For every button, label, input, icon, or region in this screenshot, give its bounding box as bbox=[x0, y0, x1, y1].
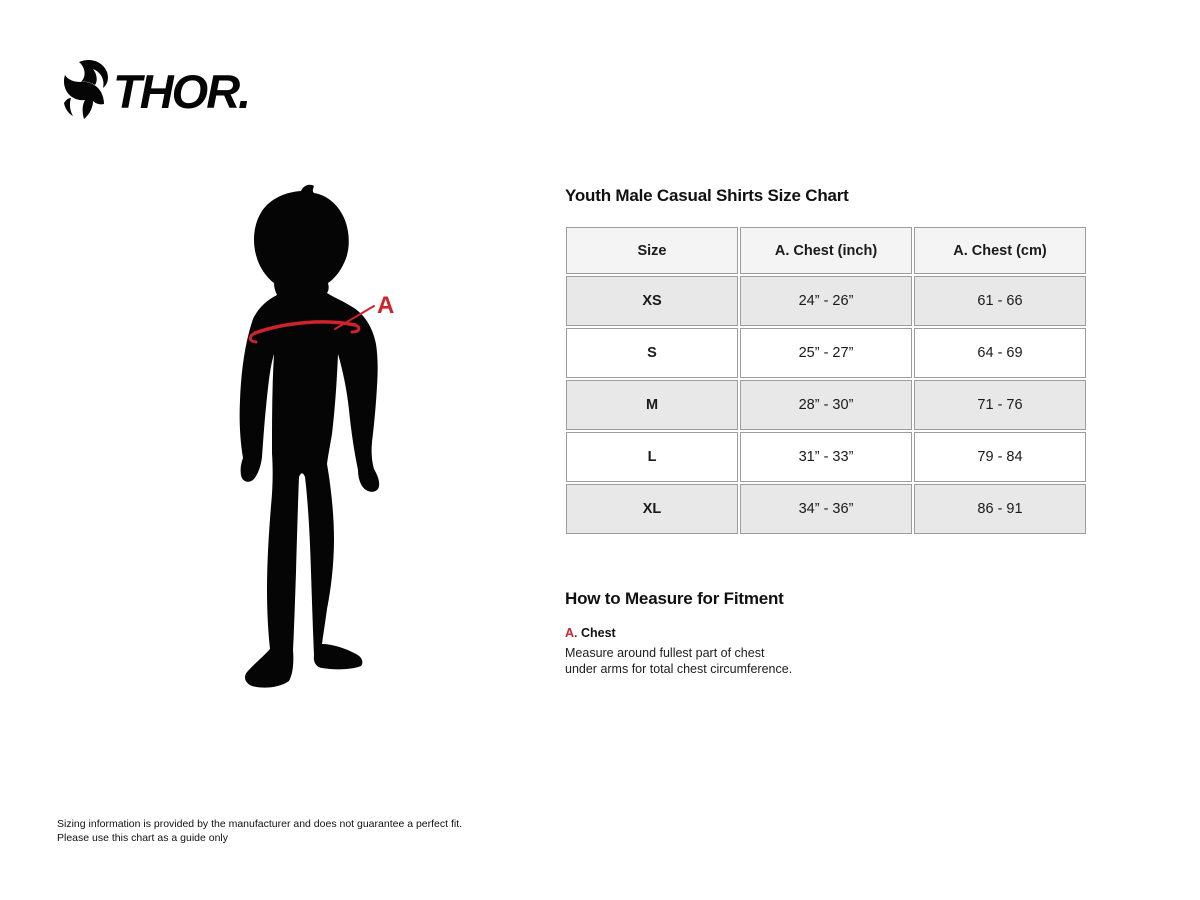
size-table bbox=[564, 225, 1088, 536]
footer-disclaimer bbox=[57, 817, 462, 845]
cell-chest-inch: 25” - 27” bbox=[740, 328, 912, 378]
cell-chest-cm: 79 - 84 bbox=[914, 432, 1086, 482]
column-header: Size bbox=[566, 227, 738, 274]
measure-section bbox=[565, 589, 825, 677]
disclaimer-line-1: Sizing information is provided by the manufacturer and does not guarantee a perfect fit. bbox=[57, 818, 463, 830]
size-table-head-row bbox=[566, 227, 1086, 274]
size-table-container bbox=[564, 225, 1088, 536]
cell-chest-cm: 86 - 91 bbox=[914, 484, 1086, 534]
chest-label: A bbox=[377, 292, 395, 319]
column-header: A. Chest (cm) bbox=[914, 227, 1086, 274]
cell-chest-cm: 64 - 69 bbox=[914, 328, 1086, 378]
cell-chest-cm: 61 - 66 bbox=[914, 276, 1086, 326]
column-header: A. Chest (inch) bbox=[740, 227, 912, 274]
table-row bbox=[566, 484, 1086, 534]
cell-chest-inch: 28” - 30” bbox=[740, 380, 912, 430]
measure-heading: How to Measure for Fitment bbox=[565, 589, 784, 608]
size-figure bbox=[231, 183, 401, 698]
cell-size: L bbox=[566, 432, 738, 482]
table-row bbox=[566, 328, 1086, 378]
cell-size: XS bbox=[566, 276, 738, 326]
figure-svg bbox=[231, 183, 401, 698]
cell-size: M bbox=[566, 380, 738, 430]
thor-logo bbox=[57, 54, 247, 124]
cell-chest-inch: 31” - 33” bbox=[740, 432, 912, 482]
cell-size: XL bbox=[566, 484, 738, 534]
cell-chest-inch: 34” - 36” bbox=[740, 484, 912, 534]
thor-wordmark: THOR. bbox=[113, 65, 247, 118]
cell-size: S bbox=[566, 328, 738, 378]
measure-key: A. bbox=[565, 626, 578, 640]
measure-item-chest bbox=[565, 626, 825, 677]
size-chart-title: Youth Male Casual Shirts Size Chart bbox=[565, 186, 849, 205]
thor-logo-svg bbox=[57, 54, 247, 124]
cell-chest-inch: 24” - 26” bbox=[740, 276, 912, 326]
measure-label: Chest bbox=[580, 626, 616, 640]
measure-description: Measure around fullest part of chest under arms for total chest circumference. bbox=[565, 646, 793, 676]
cell-chest-cm: 71 - 76 bbox=[914, 380, 1086, 430]
child-silhouette bbox=[240, 185, 380, 688]
goat-head-icon bbox=[64, 60, 108, 119]
size-table-body bbox=[566, 276, 1086, 534]
measure-item-title bbox=[565, 626, 825, 640]
disclaimer-line-2: Please use this chart as a guide only bbox=[57, 832, 229, 845]
table-row bbox=[566, 380, 1086, 430]
table-row bbox=[566, 432, 1086, 482]
table-row bbox=[566, 276, 1086, 326]
